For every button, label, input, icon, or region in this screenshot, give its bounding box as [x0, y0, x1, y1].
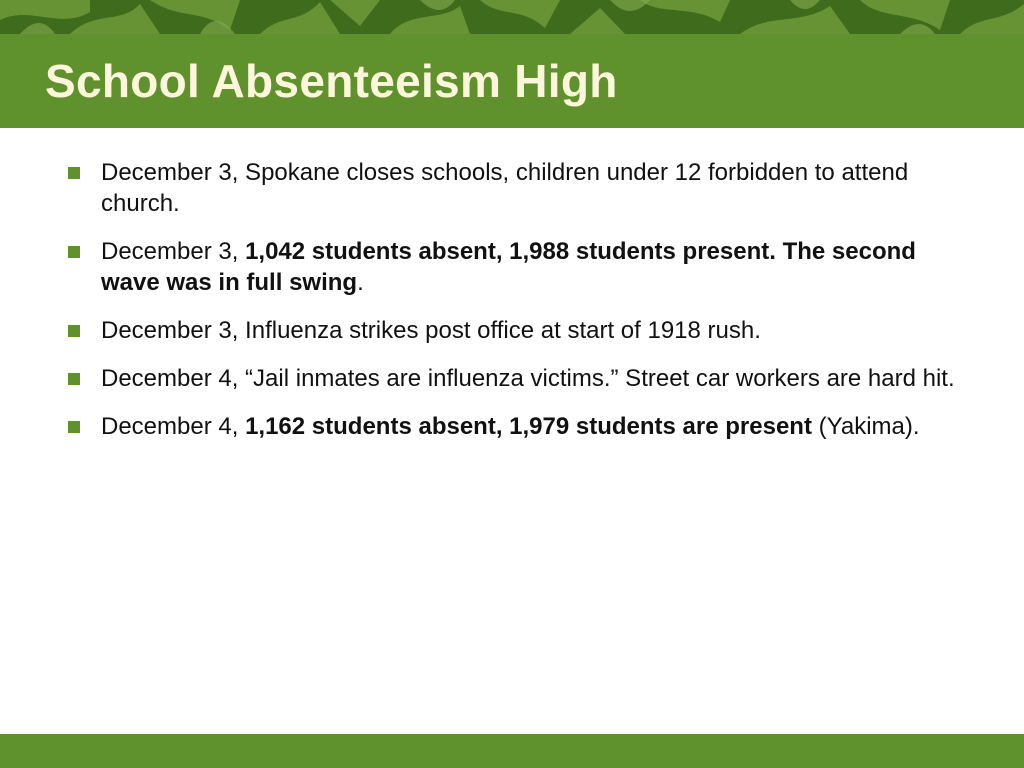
bullet-item-3 [67, 315, 967, 346]
square-bullet-icon [68, 246, 80, 258]
bullet-item-2 [67, 236, 967, 298]
bullet-text-bold: 1,042 students absent, 1,988 students present. The second wave was in full swing [101, 238, 916, 296]
square-bullet-icon [68, 325, 80, 337]
bullet-text [101, 238, 916, 296]
leaf-pattern-graphic [0, 0, 1024, 34]
slide-title: School Absenteeism High [45, 55, 618, 107]
bullet-item-5 [67, 411, 967, 442]
bullet-text [101, 413, 920, 440]
bullet-text-regular: December 3, [101, 238, 246, 265]
bullet-text-suffix: . [357, 269, 364, 296]
footer-bar [0, 734, 1024, 768]
bullet-item-4 [67, 363, 967, 394]
bullet-text [101, 159, 908, 217]
square-bullet-icon [68, 167, 80, 179]
bullet-text-regular: December 4, [101, 413, 246, 440]
bullet-text-regular: December 4, “Jail inmates are influenza victims.” Street car workers are hard hit. [101, 365, 955, 392]
title-bar [0, 34, 1024, 128]
bullet-list [67, 157, 967, 459]
square-bullet-icon [68, 421, 80, 433]
bullet-item-1 [67, 157, 967, 219]
square-bullet-icon [68, 373, 80, 385]
bullet-text-regular: December 3, Spokane closes schools, children under 12 forbidden to attend church. [101, 159, 909, 217]
bullet-text-regular: December 3, Influenza strikes post office at start of 1918 rush. [101, 317, 761, 344]
bullet-text [101, 317, 761, 344]
bullet-text [101, 365, 955, 392]
bullet-text-bold: 1,162 students absent, 1,979 students are present [245, 413, 812, 440]
bullet-text-suffix: (Yakima). [811, 413, 920, 440]
decorative-header-pattern [0, 0, 1024, 34]
